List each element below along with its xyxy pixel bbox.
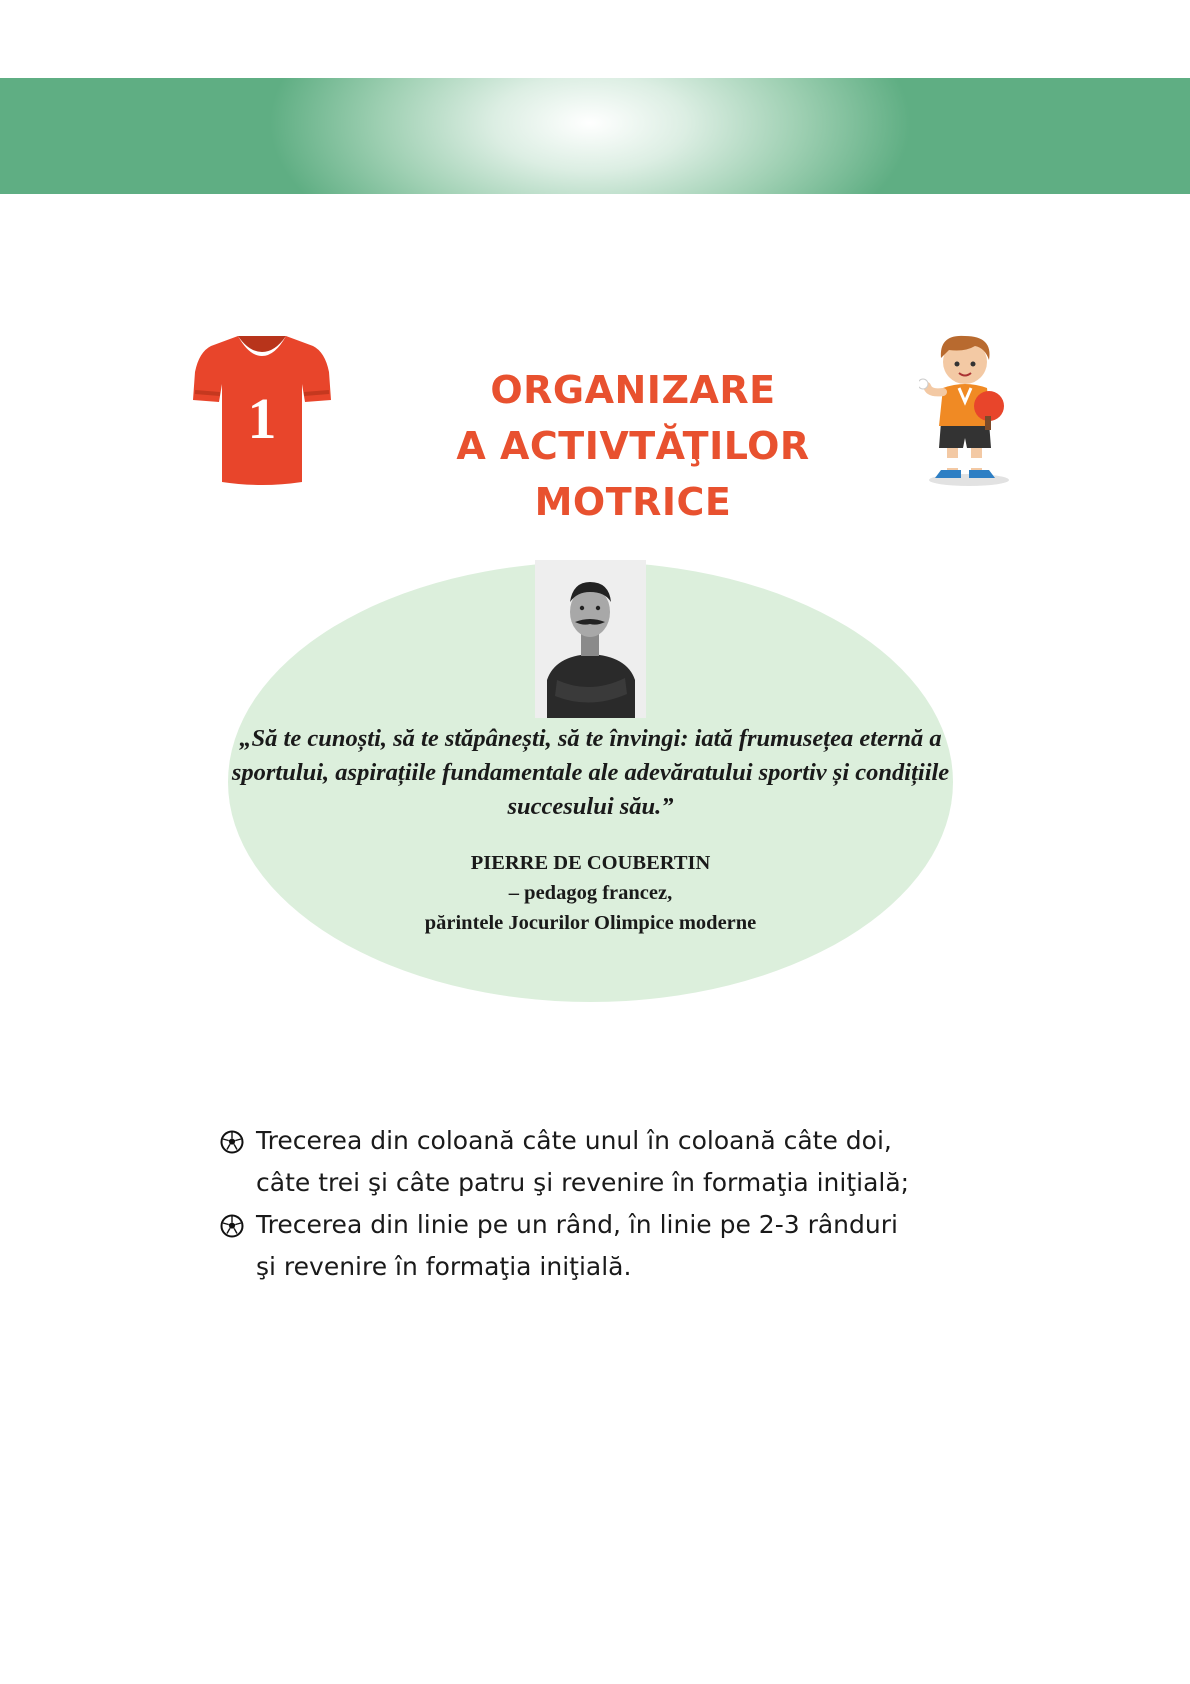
jersey-icon [193, 332, 331, 486]
header-band [0, 78, 1190, 194]
list-item [220, 1204, 980, 1288]
list-item-line-1: Trecerea din linie pe un rând, în linie pe 2-3 rânduri [256, 1210, 898, 1239]
chapter-title [353, 362, 913, 530]
child-table-tennis-icon [919, 330, 1013, 490]
quote-text: „Să te cunoști, să te stăpânești, să te învingi: iată frumusețea eternă a sportului, aspirațiile fundamentale ale adevăratului sportiv și condițiile succesului său.” [231, 725, 950, 820]
author-description-2: părintele Jocurilor Olimpice moderne [424, 912, 757, 934]
list-item-line-2: şi revenire în formaţia iniţială. [256, 1252, 632, 1281]
author-description-1: – pedagog francez, [508, 882, 673, 904]
coubertin-portrait [535, 560, 646, 718]
title-line-2: A ACTIVTĂŢILOR MOTRICE [456, 424, 810, 524]
activity-list [220, 1120, 980, 1288]
list-item-line-1: Trecerea din coloană câte unul în coloană câte doi, [256, 1126, 892, 1155]
quote-author [228, 848, 953, 938]
title-line-1: ORGANIZARE [490, 368, 776, 412]
soccer-ball-icon [220, 1130, 244, 1154]
chapter-title-block [193, 330, 1013, 524]
list-item-line-2: câte trei şi câte patru şi revenire în formaţia iniţială; [256, 1168, 910, 1197]
jersey-number: 1 [247, 386, 277, 451]
list-item [220, 1120, 980, 1204]
author-name: PIERRE DE COUBERTIN [470, 852, 711, 874]
soccer-ball-icon [220, 1214, 244, 1238]
